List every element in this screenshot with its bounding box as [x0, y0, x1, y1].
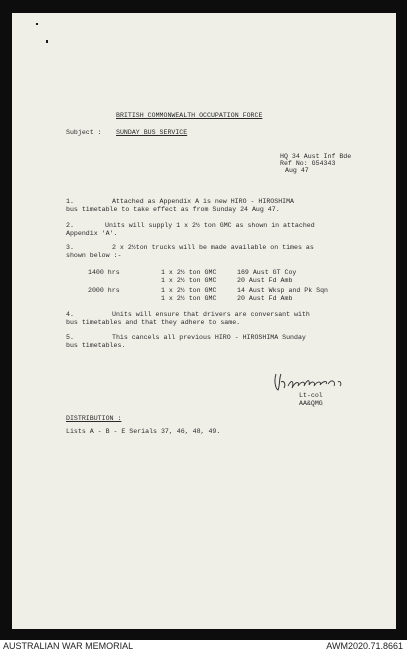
handwritten-signature — [272, 368, 382, 404]
schedule-unit: 20 Aust Fd Amb — [237, 295, 293, 302]
para-2-line-1: Units will supply 1 x 2½ ton GMC as shown in attached — [105, 222, 315, 229]
distribution-list: Lists A - B - E Serials 37, 46, 48, 49. — [66, 428, 221, 435]
para-5-line-2: bus timetables. — [66, 342, 126, 349]
subject-label: Subject : — [66, 129, 102, 136]
para-3-line-2: shown below :- — [66, 252, 122, 259]
distribution-label: DISTRIBUTION : — [66, 415, 122, 422]
schedule-vehicle: 1 x 2½ ton GMC — [161, 295, 217, 302]
schedule-time: 2000 hrs — [88, 287, 120, 294]
para-1-line-2: bus timetable to take effect as from Sunday 24 Aug 47. — [66, 206, 280, 213]
para-5-line-1: This cancels all previous HIRO - HIROSHIMA Sunday — [112, 334, 306, 341]
ref-line-2: Ref No: G54343 — [280, 160, 336, 167]
schedule-unit: 14 Aust Wksp and Pk Sqn — [237, 287, 329, 294]
para-4-line-2: bus timetables and that they adhere to same. — [66, 319, 241, 326]
archive-footer — [0, 640, 407, 653]
para-number: 5. — [66, 334, 74, 341]
punch-mark — [46, 40, 48, 43]
punch-mark — [36, 23, 38, 25]
signature-appointment: AA&QMG — [299, 400, 323, 407]
schedule-vehicle: 1 x 2½ ton GMC — [161, 269, 217, 276]
para-3-line-1: 2 x 2½ton trucks will be made available on times as — [112, 244, 314, 251]
document-header: BRITISH COMMONWEALTH OCCUPATION FORCE — [116, 112, 263, 119]
footer-institution: AUSTRALIAN WAR MEMORIAL — [3, 641, 134, 651]
para-number: 4. — [66, 311, 74, 318]
schedule-unit: 169 Aust GT Coy — [237, 269, 297, 276]
para-2-line-2: Appendix 'A'. — [66, 230, 118, 237]
schedule-vehicle: 1 x 2½ ton GMC — [161, 277, 217, 284]
schedule-vehicle: 1 x 2½ ton GMC — [161, 287, 217, 294]
para-number: 2. — [66, 222, 74, 229]
ref-line-3: Aug 47 — [285, 167, 309, 174]
footer-accession-number: AWM2020.71.8661 — [326, 641, 403, 651]
subject-text: SUNDAY BUS SERVICE — [116, 129, 188, 136]
ref-line-1: HQ 34 Aust Inf Bde — [280, 153, 352, 160]
para-4-line-1: Units will ensure that drivers are conversant with — [112, 311, 310, 318]
para-1-line-1: Attached as Appendix A is new HIRO - HIROSHIMA — [112, 198, 295, 205]
para-number: 1. — [66, 198, 74, 205]
schedule-unit: 20 Aust Fd Amb — [237, 277, 293, 284]
signature-rank: Lt-col — [299, 392, 323, 399]
para-number: 3. — [66, 244, 74, 251]
schedule-time: 1400 hrs — [88, 269, 120, 276]
